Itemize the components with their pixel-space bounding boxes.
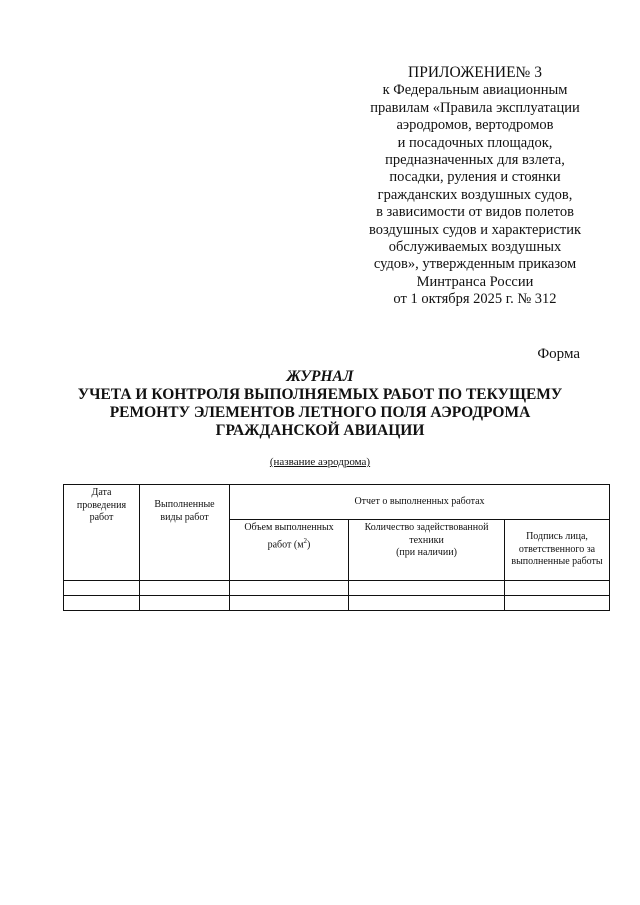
- header-date-line: работ: [89, 512, 114, 523]
- appendix-line: и посадочных площадок,: [397, 134, 553, 151]
- table-cell[interactable]: [349, 596, 505, 611]
- appendix-line: к Федеральным авиационным: [382, 82, 568, 99]
- header-volume-sup: 2: [303, 536, 308, 545]
- header-work-types-line: виды работ: [160, 511, 209, 523]
- appendix-block: [355, 64, 595, 309]
- journal-table: [63, 484, 610, 611]
- header-date: [64, 485, 140, 581]
- journal-title: ЖУРНАЛ: [286, 368, 354, 385]
- table-cell[interactable]: [140, 581, 230, 596]
- header-report-group: Отчет о выполненных работах: [230, 485, 610, 520]
- header-equipment-line: Количество задействованной: [364, 522, 489, 533]
- header-equipment-line: (при наличии): [396, 547, 457, 558]
- table-row: [64, 581, 610, 596]
- appendix-line: гражданских воздушных судов,: [377, 186, 573, 203]
- table-row: [64, 596, 610, 611]
- header-date-line: проведения: [76, 499, 127, 511]
- table-cell[interactable]: [230, 581, 349, 596]
- appendix-line: правилам «Правила эксплуатации: [370, 99, 580, 116]
- table-cell[interactable]: [505, 581, 610, 596]
- header-volume: [230, 520, 349, 581]
- form-label: Форма: [537, 346, 580, 362]
- header-work-types: [140, 485, 230, 581]
- appendix-line: от 1 октября 2025 г. № 312: [393, 291, 557, 308]
- appendix-line: обслуживаемых воздушных: [388, 239, 562, 256]
- appendix-line: судов», утвержденным приказом: [373, 256, 577, 273]
- header-signature-line: Подпись лица,: [526, 531, 588, 543]
- header-work-types-line: Выполненные: [154, 499, 215, 510]
- table-cell[interactable]: [349, 581, 505, 596]
- appendix-line: ПРИЛОЖЕНИЕ№ 3: [408, 64, 542, 81]
- appendix-line: предназначенных для взлета,: [385, 152, 565, 169]
- appendix-line: Минтранса России: [416, 273, 534, 290]
- header-date-line: Дата: [91, 487, 112, 498]
- header-volume-line: Объем выполненных: [244, 522, 334, 533]
- table-cell[interactable]: [140, 596, 230, 611]
- journal-subtitle-line: УЧЕТА И КОНТРОЛЯ ВЫПОЛНЯЕМЫХ РАБОТ ПО ТЕКУЩЕМУ: [77, 386, 563, 403]
- aerodrome-caption-text: (название аэродрома): [269, 456, 371, 468]
- table-cell[interactable]: [64, 581, 140, 596]
- journal-subtitle-line: ГРАЖДАНСКОЙ АВИАЦИИ: [215, 422, 425, 439]
- table-cell[interactable]: [64, 596, 140, 611]
- header-volume-unit: [230, 535, 348, 552]
- appendix-line: аэродромов, вертодромов: [396, 117, 554, 134]
- appendix-line: в зависимости от видов полетов: [376, 204, 574, 221]
- header-equipment: [349, 520, 505, 581]
- table-cell[interactable]: [230, 596, 349, 611]
- aerodrome-caption: [0, 456, 640, 468]
- appendix-line: посадки, руления и стоянки: [389, 169, 561, 186]
- header-equipment-line: техники: [409, 534, 444, 546]
- header-volume-close: ): [307, 538, 311, 550]
- header-signature-line: выполненные работы: [511, 556, 603, 568]
- header-signature-line: ответственного за: [518, 543, 596, 555]
- journal-heading: [40, 368, 600, 440]
- header-signature: [505, 520, 610, 581]
- header-volume-unit-text: работ (м: [267, 538, 304, 550]
- appendix-line: воздушных судов и характеристик: [368, 221, 582, 238]
- table-cell[interactable]: [505, 596, 610, 611]
- journal-subtitle-line: РЕМОНТУ ЭЛЕМЕНТОВ ЛЕТНОГО ПОЛЯ АЭРОДРОМА: [109, 404, 531, 421]
